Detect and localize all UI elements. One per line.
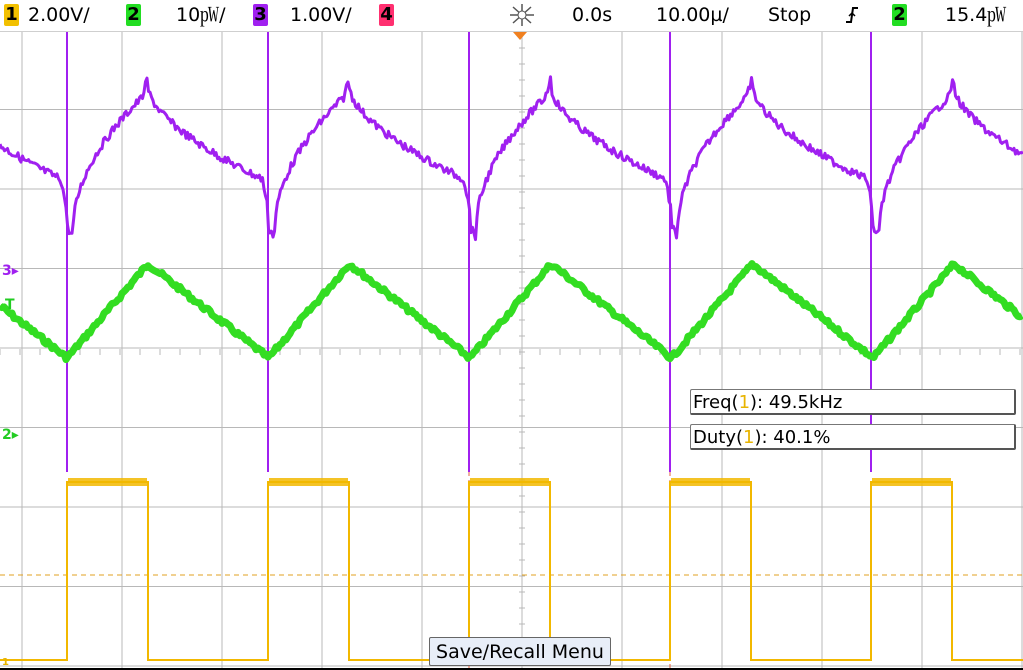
- meas-label: Freq(: [693, 392, 739, 413]
- ch1-pulse-top: [872, 478, 951, 486]
- ch2-trace: [0, 264, 1022, 360]
- meas-value: ): 40.1%: [754, 427, 831, 448]
- meas-channel: 1: [738, 392, 751, 413]
- meas-value: ): 49.5kHz: [750, 392, 843, 413]
- ch1-pulse-top: [269, 478, 348, 486]
- status-bar: [0, 0, 1023, 32]
- delay-icon[interactable]: [506, 2, 538, 28]
- ch1-pulse-top: [68, 478, 147, 486]
- trigger-level[interactable]: 15.4㎺: [945, 4, 1007, 26]
- ch2-ground-marker[interactable]: 2▸: [2, 427, 19, 443]
- trigger-slope-icon[interactable]: [844, 5, 860, 25]
- ch1-pulse-top: [671, 478, 750, 486]
- waveform-area[interactable]: [0, 32, 1023, 668]
- ch1-trace: [0, 482, 1023, 660]
- meas-channel: 1: [743, 427, 755, 448]
- waveform-svg: [0, 32, 1023, 668]
- ch4-badge[interactable]: 4: [380, 4, 393, 25]
- ch3-badge[interactable]: 3: [254, 4, 267, 25]
- ch1-pulse-top: [470, 478, 549, 486]
- delay-value[interactable]: 0.0s: [572, 4, 613, 26]
- save-recall-menu-button[interactable]: Save/Recall Menu: [429, 637, 611, 666]
- ch1-scale[interactable]: 2.00V/: [28, 4, 90, 26]
- ch1-badge[interactable]: 1: [5, 4, 18, 25]
- ch3-trace: [0, 77, 1023, 240]
- ch2-scale[interactable]: 10㎺/: [176, 4, 226, 26]
- ch1-ground-marker[interactable]: 1: [2, 657, 9, 668]
- trigger-source-badge[interactable]: 2: [893, 4, 906, 25]
- ch2-badge[interactable]: 2: [127, 4, 140, 25]
- trigger-position-marker: [513, 32, 527, 40]
- trigger-level-marker[interactable]: T: [5, 297, 15, 313]
- run-state[interactable]: Stop: [768, 4, 812, 26]
- freq-measurement[interactable]: [690, 389, 1016, 415]
- ch3-ground-marker[interactable]: 3▸: [2, 263, 19, 279]
- meas-label: Duty(: [693, 427, 744, 448]
- ch3-scale[interactable]: 1.00V/: [290, 4, 352, 26]
- timebase-value[interactable]: 10.00µ/: [656, 4, 729, 26]
- duty-measurement[interactable]: [690, 424, 1016, 450]
